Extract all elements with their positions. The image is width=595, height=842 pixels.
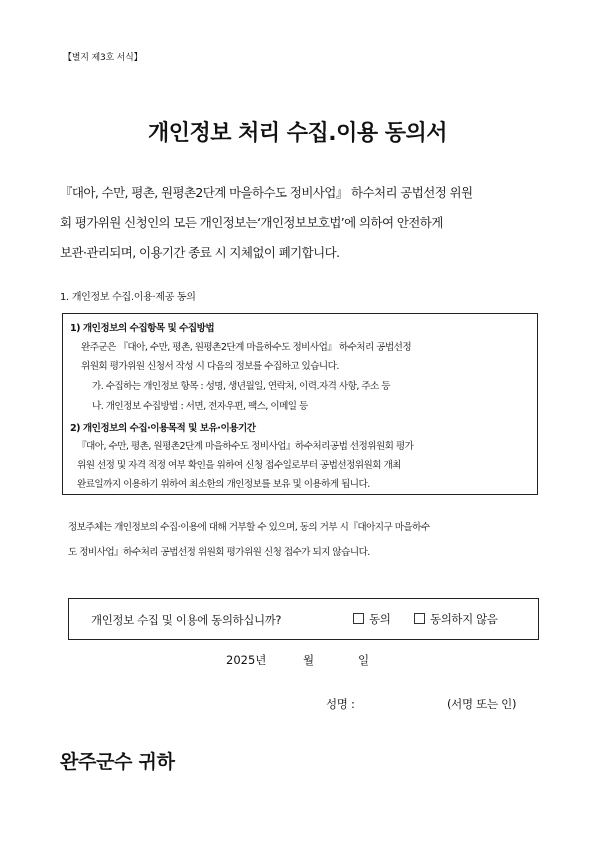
disagree-label: 동의하지 않음: [430, 612, 498, 626]
agree-option[interactable]: [353, 611, 390, 627]
addressee: 완주군수 귀하: [60, 751, 175, 773]
section-1-heading: 1. 개인정보 수집.이용·제공 동의: [60, 292, 196, 303]
date-year: 2025년: [226, 653, 267, 667]
box-heading-1: 1) 개인정보의 수집항목 및 수집방법: [70, 323, 215, 334]
box-text-2c: 완료일까지 이용하기 위하여 최소한의 개인정보를 보유 및 이용하게 됩니다.: [77, 479, 370, 490]
signature-label: 성명 :: [326, 697, 355, 711]
intro-line-1: 『대아, 수만, 평촌, 원평촌2단계 마을하수도 정비사업』 하수처리 공법선정 위원: [60, 185, 473, 200]
box-text-2b: 위원 선정 및 자격 적정 여부 확인을 위하여 신청 접수일로부터 공법선정위원회 개최: [77, 460, 401, 471]
signature-hint: (서명 또는 인): [447, 697, 517, 711]
consent-box: [68, 598, 539, 640]
disagree-checkbox[interactable]: [414, 613, 425, 624]
agree-checkbox[interactable]: [353, 613, 364, 624]
box-item-na: 나. 개인정보 수집방법 : 서면, 전자우편, 팩스, 이메일 등: [92, 401, 308, 412]
document-title: 개인정보 처리 수집.이용 동의서: [147, 121, 448, 146]
box-text-1a: 완주군은 『대아, 수만, 평촌, 원평촌2단계 마을하수도 정비사업』 하수처리 공법선정: [81, 342, 412, 353]
box-heading-2: 2) 개인정보의 수집·이용목적 및 보유·이용기간: [70, 423, 256, 434]
consent-question: 개인정보 수집 및 이용에 동의하십니까?: [91, 613, 282, 627]
box-item-ga: 가. 수집하는 개인정보 항목 : 성명, 생년월일, 연락처, 이력.자격 사항, 주소 등: [92, 381, 390, 392]
agree-label: 동의: [369, 612, 391, 626]
disagree-option[interactable]: [414, 611, 498, 627]
date-month: 월: [303, 653, 315, 667]
refusal-notice-line-2: 도 정비사업』하수처리 공법선정 위원회 평가위원 신청 접수가 되지 않습니다.: [68, 547, 370, 558]
refusal-notice-line-1: 정보주체는 개인정보의 수집·이용에 대해 거부할 수 있으며, 동의 거부 시『대아지구 마을하수: [68, 522, 430, 533]
collection-info-box: [62, 313, 538, 495]
intro-line-3: 보관·관리되며, 이용기간 종료 시 지체없이 폐기합니다.: [60, 245, 340, 260]
date-day: 일: [358, 653, 370, 667]
box-text-2a: 『대아, 수만, 평촌, 원평촌2단계 마을하수도 정비사업』하수처리공법 선정위원회 평가: [77, 441, 414, 452]
form-number: 【별지 제3호 서식】: [63, 53, 143, 63]
box-text-1b: 위원회 평가위원 신청서 작성 시 다음의 정보를 수집하고 있습니다.: [81, 361, 339, 372]
intro-line-2: 회 평가위원 신청인의 모든 개인정보는‘개인정보보호법’에 의하여 안전하게: [60, 215, 443, 230]
